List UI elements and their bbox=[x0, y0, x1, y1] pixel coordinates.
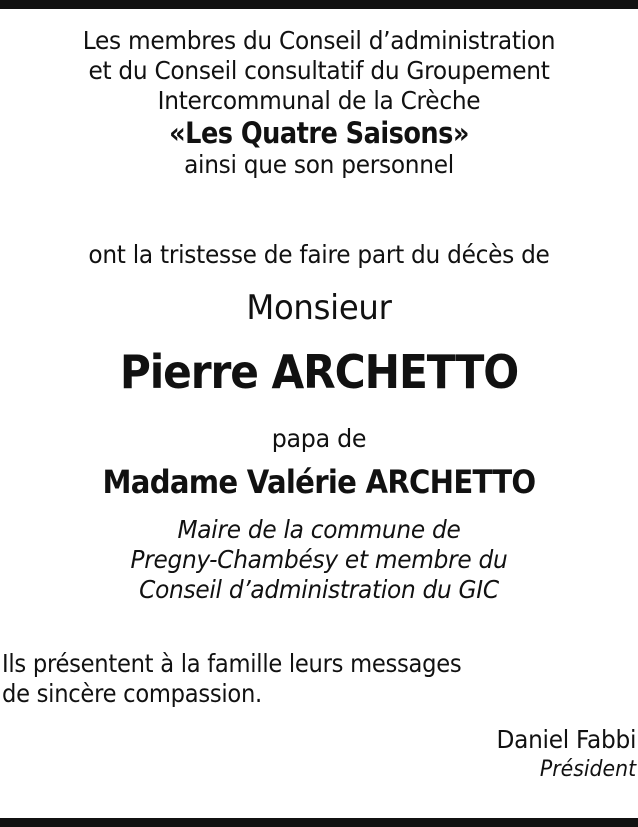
relative-role-line: Pregny-Chambésy et membre du bbox=[130, 545, 508, 574]
intro-block bbox=[22, 26, 615, 180]
top-border-rule bbox=[0, 0, 638, 9]
relative-role-block bbox=[22, 515, 615, 605]
relation-line: papa de bbox=[271, 424, 367, 453]
deceased-title: Monsieur bbox=[246, 288, 392, 328]
sorrow-line: ont la tristesse de faire part du décès de bbox=[88, 240, 550, 269]
deceased-name: Pierre ARCHETTO bbox=[119, 345, 519, 399]
intro-line: Intercommunal de la Crèche bbox=[157, 86, 481, 115]
closing-message bbox=[2, 649, 636, 709]
closing-line: Ils présentent à la famille leurs messages bbox=[2, 649, 462, 678]
signatory-name: Daniel Fabbi bbox=[496, 725, 636, 754]
bottom-border-rule bbox=[0, 818, 638, 827]
relative-role-line: Conseil d’administration du GIC bbox=[139, 575, 499, 604]
creche-name: «Les Quatre Saisons» bbox=[169, 116, 469, 150]
relative-name: Madame Valérie ARCHETTO bbox=[102, 463, 536, 501]
signatory-title: Président bbox=[539, 757, 636, 782]
relative-role-line: Maire de la commune de bbox=[177, 515, 461, 544]
closing-line: de sincère compassion. bbox=[2, 679, 262, 708]
signature-block bbox=[496, 724, 636, 784]
intro-line: Les membres du Conseil d’administration bbox=[82, 26, 556, 55]
intro-line: et du Conseil consultatif du Groupement bbox=[88, 56, 550, 85]
staff-line: ainsi que son personnel bbox=[184, 150, 454, 179]
